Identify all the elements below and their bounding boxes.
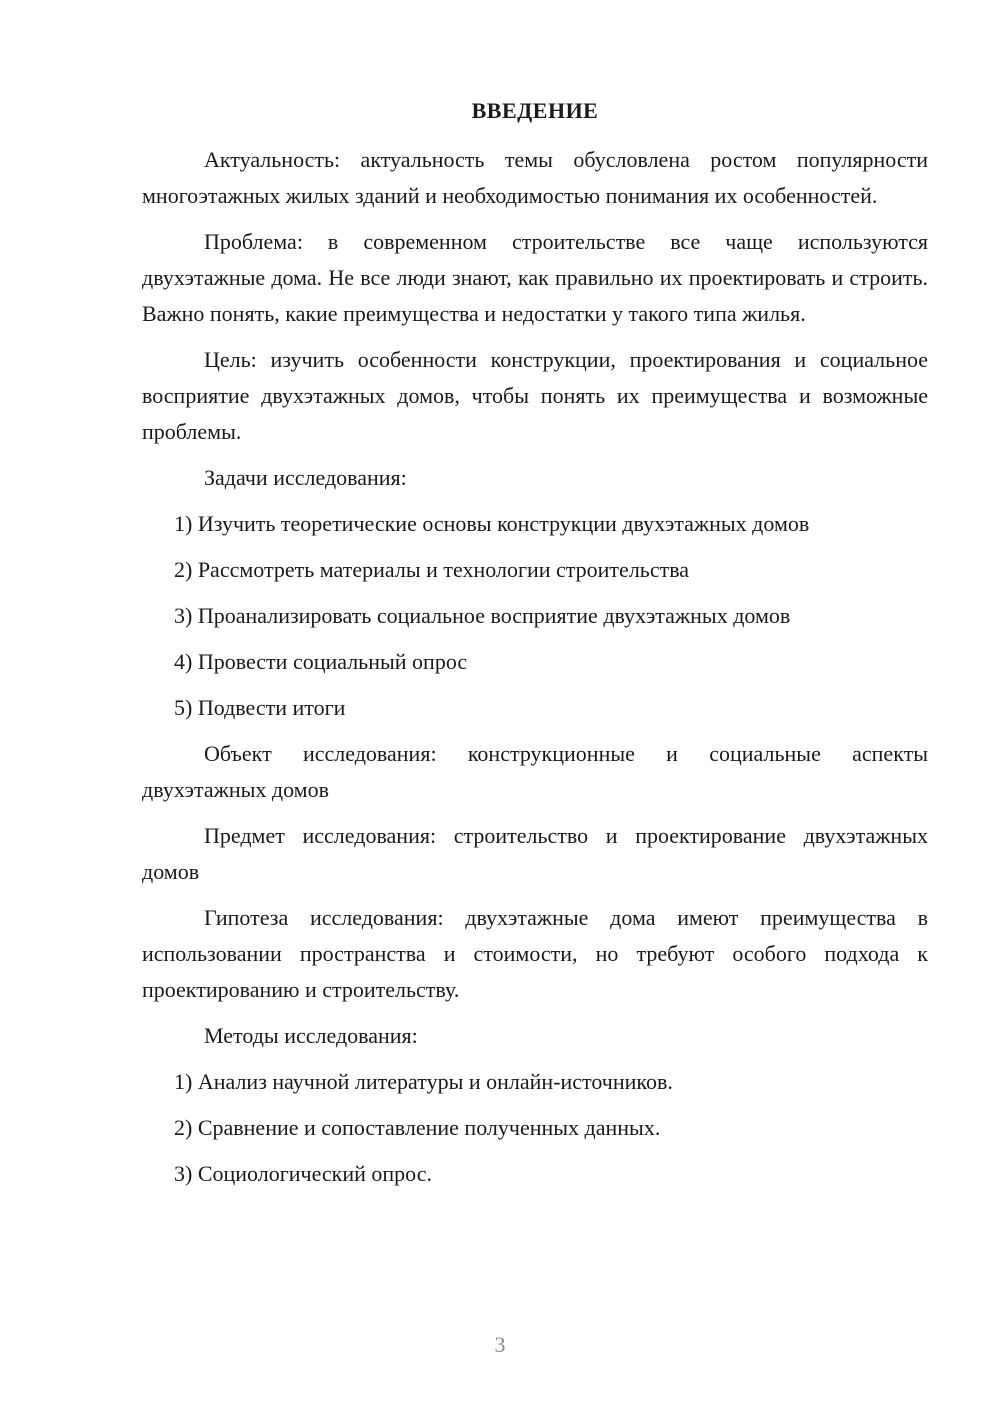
list-item: 4) Провести социальный опрос bbox=[174, 649, 468, 674]
object-paragraph: Объект исследования: конструкционные и социальные аспекты двухэтажных домов bbox=[142, 741, 928, 802]
methods-list bbox=[142, 1064, 928, 1192]
list-item: 3) Социологический опрос. bbox=[174, 1161, 432, 1186]
list-item: 2) Сравнение и сопоставление полученных данных. bbox=[174, 1115, 661, 1140]
section-title: ВВЕДЕНИЕ bbox=[471, 98, 599, 123]
page-number: 3 bbox=[494, 1332, 506, 1357]
list-item: 1) Анализ научной литературы и онлайн-источников. bbox=[174, 1069, 673, 1094]
list-item: 5) Подвести итоги bbox=[174, 695, 346, 720]
methods-heading: Методы исследования: bbox=[204, 1023, 418, 1048]
hypothesis-paragraph: Гипотеза исследования: двухэтажные дома имеют преимущества в использовании пространства и стоимости, но требуют особого подхода к проектированию и строительству. bbox=[142, 905, 928, 1002]
tasks-list bbox=[142, 506, 928, 726]
list-item: 3) Проанализировать социальное восприятие двухэтажных домов bbox=[174, 603, 791, 628]
document-page bbox=[142, 96, 928, 1202]
list-item: 1) Изучить теоретические основы конструкции двухэтажных домов bbox=[174, 511, 810, 536]
tasks-heading: Задачи исследования: bbox=[204, 465, 407, 490]
problem-paragraph: Проблема: в современном строительстве все чаще используются двухэтажные дома. Не все люди знают, как правильно их проектировать и строить. Важно понять, какие преимущества и недостатки у такого типа жилья. bbox=[142, 229, 928, 326]
goal-paragraph: Цель: изучить особенности конструкции, проектирования и социальное восприятие двухэтажных домов, чтобы понять их преимущества и возможные проблемы. bbox=[142, 347, 928, 444]
list-item: 2) Рассмотреть материалы и технологии строительства bbox=[174, 557, 690, 582]
relevance-paragraph: Актуальность: актуальность темы обусловлена ростом популярности многоэтажных жилых зданий и необходимостью понимания их особенностей. bbox=[142, 147, 928, 208]
subject-paragraph: Предмет исследования: строительство и проектирование двухэтажных домов bbox=[142, 823, 928, 884]
